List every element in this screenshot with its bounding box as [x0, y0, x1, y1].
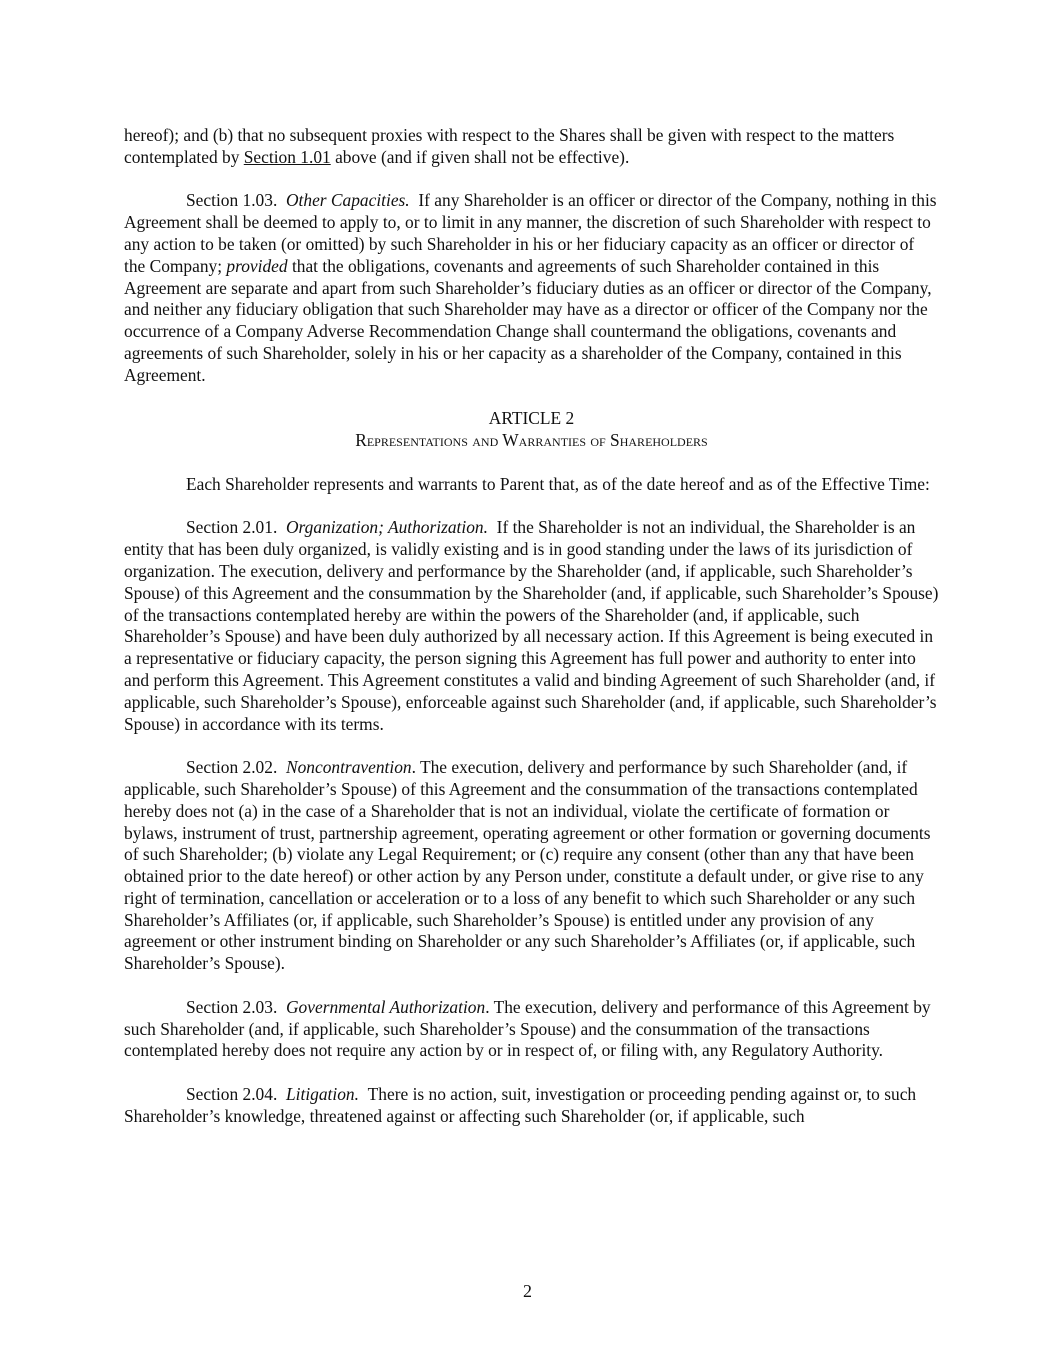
article-number: ARTICLE 2 — [488, 408, 575, 429]
section-number: Section 2.03. — [186, 996, 278, 1017]
section-heading: Governmental Authorization — [286, 996, 486, 1017]
section-number: Section 2.01. — [186, 517, 278, 538]
page-number: 2 — [523, 1281, 532, 1301]
section-2-03 — [124, 997, 939, 1062]
section-2-02 — [124, 757, 939, 975]
section-body: If the Shareholder is not an individual, the Shareholder is an entity that has been duly organized, is validly existing and is in good standing under the laws of its jurisdiction of organization. The execution, delivery and performance by the Shareholder (and, if applicable, such Shareholder’s Spouse) of this Agreement and the consummation by the Shareholder (and, if applicable, such Shareholder’s Spouse) of the transactions contemplated hereby are within the powers of the Shareholder (and, if applicable, such Shareholder’s Spouse) and have been duly authorized by all necessary action. If this Agreement is being executed in a representative or fiduciary capacity, the person signing this Agreement has full power and authority to enter into and perform this Agreement. This Agreement constitutes a valid and binding Agreement of such Shareholder (and, if applicable, such Shareholder’s Spouse), enforceable against such Shareholder (and, if applicable, such Shareholder’s Spouse) in accordance with its terms. — [124, 517, 939, 734]
section-body: . The execution, delivery and performance of this Agreement by such Shareholder (and, if applicable, such Shareholder’s Spouse) and the consummation of the transactions contemplated hereby does not require any action by or in respect of, or filing with, any Regulatory Authority. — [124, 996, 931, 1061]
article-title: Representations and Warranties of Shareholders — [355, 430, 708, 451]
continuation-text-after: above (and if given shall not be effective). — [330, 146, 630, 167]
section-number: Section 2.02. — [186, 757, 278, 778]
section-body: There is no action, suit, investigation or proceeding pending against or, to such Shareholder’s knowledge, threatened against or affecting such Shareholder (or, if applicable, such — [124, 1084, 917, 1126]
section-number: Section 2.04. — [186, 1084, 278, 1105]
article-intro: Each Shareholder represents and warrants to Parent that, as of the date hereof and as of the Effective Time: — [186, 473, 930, 494]
section-1-03 — [124, 190, 939, 386]
section-number: Section 1.03. — [186, 190, 278, 211]
section-heading: Litigation. — [286, 1084, 359, 1105]
section-body: If any Shareholder is an officer or director of the Company, nothing in this Agreement shall be deemed to apply to, or to limit in any manner, the discretion of such Shareholder with respect to any action to be taken (or omitted) by such Shareholder in his or her fiduciary capacity as an officer or director of the Company; — [124, 190, 937, 276]
section-body-italic: provided — [226, 255, 288, 276]
section-body: that the obligations, covenants and agreements of such Shareholder contained in this Agreement are separate and apart from such Shareholder’s fiduciary duties as an officer or director of the Company, and neither any fiduciary obligation that such Shareholder may have as a director or officer of the Company nor the occurrence of a Company Adverse Recommendation Change shall countermand the obligations, covenants and agreements of such Shareholder, solely in his or her capacity as a shareholder of the Company, contained in this Agreement. — [124, 255, 932, 385]
continuation-text-before: hereof); and (b) that no subsequent proxies with respect to the Shares shall be given with respect to the matters contemplated by — [124, 125, 895, 167]
section-heading: Organization; Authorization. — [286, 517, 488, 538]
section-heading: Noncontravention — [286, 757, 412, 778]
section-2-01 — [124, 517, 939, 735]
section-heading: Other Capacities. — [286, 190, 410, 211]
page-content — [124, 125, 939, 1149]
section-2-04 — [124, 1084, 939, 1128]
section-reference-link: Section 1.01 — [243, 146, 331, 167]
continuation-paragraph — [124, 125, 939, 169]
section-body: . The execution, delivery and performance by such Shareholder (and, if applicable, such Shareholder’s Spouse) of this Agreement and the consummation of the transactions contemplated hereby does not (a) in the case of a Shareholder that is not an individual, violate the certificate of formation or bylaws, instrument of trust, partnership agreement, operating agreement or other formation or governing documents of such Shareholder; (b) violate any Legal Requirement; or (c) require any consent (other than any that have been obtained prior to the date hereof) or other action by any Person under, constitute a default under, or give rise to any right of termination, cancellation or acceleration or to a loss of any benefit to which such Shareholder or any such Shareholder’s Affiliates (or, if applicable, such Shareholder’s Spouse) is entitled under any provision of any agreement or other instrument binding on Shareholder or any such Shareholder’s Affiliates (or, if applicable, such Shareholder’s Spouse). — [124, 757, 931, 974]
